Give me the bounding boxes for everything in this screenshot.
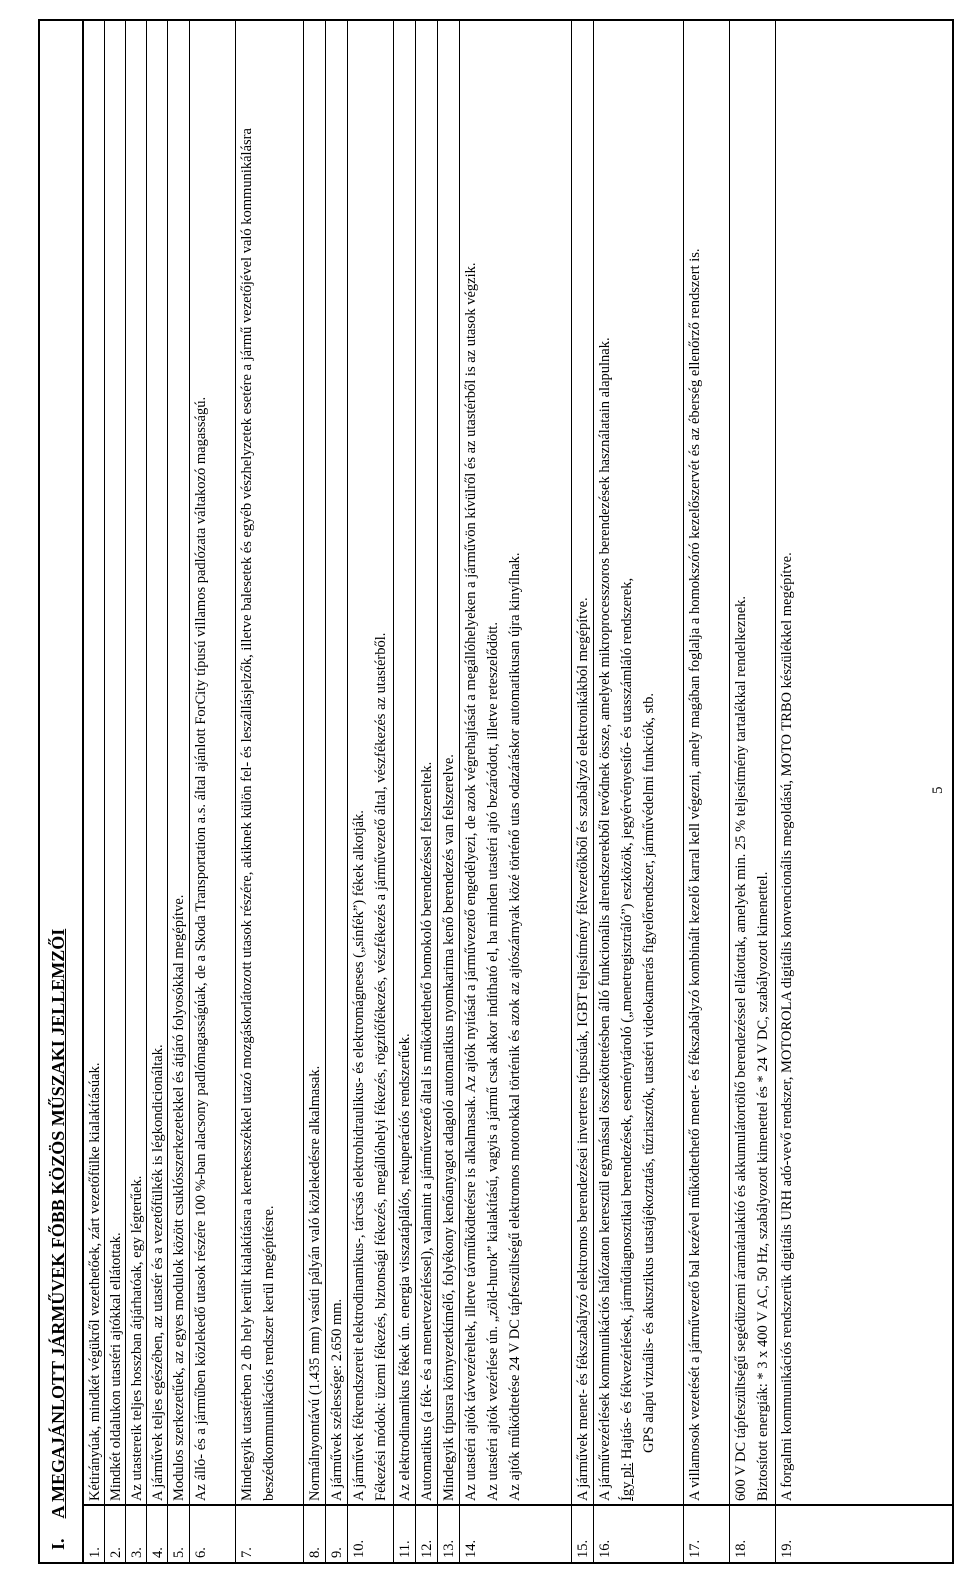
table-row [684, 21, 730, 1562]
row-text: A járművek teljes egészében, az utastér és a vezetőfülkék is légkondicionáltak. [150, 1044, 166, 1501]
table-row [394, 21, 416, 1562]
row-text: Mindegyik utastérben 2 db hely került kialakításra a kerekesszékkel utazó mozgáskorlátozott utasok részére, akiknek külön fel- és leszállásjelzők, illetve balesetek és egyéb vészhelyzetek esetére a jármű vezetőjével való kommunikálásra beszédkommunikációs rendszer kerül megépítésre. [239, 128, 277, 1501]
table-row [438, 21, 460, 1562]
table-row [460, 21, 572, 1562]
row-number: 6. [193, 1547, 209, 1558]
row-text-2: Biztosított energiák: * 3 x 400 V AC, 50 Hz, szabályozott kimenettel és * 24 V DC, szabályozott kimenettel. [755, 871, 771, 1501]
table-row [326, 21, 348, 1562]
table-row [236, 21, 304, 1562]
row-text: A forgalmi kommunikációs rendszerük digitális URH adó-vevő rendszer, MOTOROLA digitális konvencionális megoldású, MOTO TRBO készülékkel megépítve. [779, 552, 795, 1501]
row-text: A járművek szélessége: 2.650 mm. [329, 1298, 345, 1501]
row-number: 11. [397, 1540, 413, 1558]
row-text: Normálnyomtávú (1.435 mm) vasúti pályán való közlekedésre alkalmasak. [307, 1065, 323, 1501]
row-text: Az elektrodinamikus fékek ún. energia visszatáplálós, rekuperációs rendszerűek. [397, 1033, 413, 1501]
row-text: A villamosok vezetését a járművezető bal kezével működtethető menet- és fékszabályzó kombinált kezelő karral kell végezni, amely magában foglalja a homokszóró kezelőszervét és az éberség ellenőrző rendszert is. [687, 248, 703, 1501]
row-text: Mindegyik típusra környezetkímélő, folyékony kenőanyagot adagoló automatikus nyomkarima kenő berendezés van felszerelve. [441, 754, 457, 1501]
row-text: Az utastereik teljes hosszban átjárhatóak, egy légterűek. [129, 1175, 145, 1501]
row-text: 600 V DC tápfeszültségű segédüzemi áramátalakító és akkumulátortöltő berendezéssel ellátottak, amelyek min. 25 % teljesítmény tartalékkal rendelkeznek. [733, 595, 749, 1501]
row-text-2: Hajtás- és fékvezérlések, járműdiagnosztikai berendezések, eseménytároló („menetregisztráló”) eszközök, jegyérvényesítő- és utasszámláló rendszerek, [619, 577, 635, 1460]
table-row [147, 21, 168, 1562]
section-number: I. [48, 1538, 68, 1550]
row-text: Az álló- és a járműben közlekedő utasok részére 100 %-ban alacsony padlómagasságúak, de a Skoda Transportation a.s. által ajánlott ForCity típusú villamos padlózata váltakozó magasságú. [193, 396, 209, 1501]
table-row [572, 21, 594, 1562]
table-row [105, 21, 126, 1562]
row-text: Az utastéri ajtók távvezéreltek, illetve távműködtetésre is alkalmasak. Az ajtók nyitását a járművezető engedélyezi, de azok végrehajtását a megállóhelyeken a járművön kívülről és az utastérből is az utasok végzik. [463, 262, 479, 1501]
row-content [460, 21, 526, 1506]
row-number: 8. [307, 1547, 323, 1558]
row-number: 3. [129, 1547, 145, 1558]
row-text: Modulos szerkezetűek, az egyes modulok között csuklósszerkezetekkel és átjáró folyosókkal megépítve. [171, 894, 187, 1501]
table-row [84, 21, 105, 1562]
spec-rows [84, 21, 822, 1562]
row-content [594, 21, 660, 1506]
row-text: Mindkét oldalukon utastéri ajtókkal ellátottak. [108, 1232, 124, 1501]
row-number: 19. [779, 1539, 795, 1558]
row-text: Automatikus (a fék- és a menetvezérléssel), valamint a járművezető által is működtethető homokoló berendezéssel felszereltek. [419, 761, 435, 1501]
row-number: 1. [87, 1547, 103, 1558]
table-row [304, 21, 326, 1562]
row-number: 12. [419, 1539, 435, 1558]
row-number: 14. [463, 1539, 479, 1558]
table-row [594, 21, 684, 1562]
row-text: Kétirányúak, mindkét végükről vezethetőek, zárt vezetőfülke kialakításúak. [87, 1062, 103, 1501]
row-number: 2. [108, 1547, 124, 1558]
table-row [416, 21, 438, 1562]
row-text-3: GPS alapú vizuális- és akusztikus utastájékoztatás, tűzriasztók, utastéri videokamerás figyelőrendszer, járművédelmi funkciók, stb. [641, 692, 657, 1453]
row-number: 10. [351, 1539, 367, 1558]
row-number: 18. [733, 1539, 749, 1558]
row-number: 16. [597, 1539, 613, 1558]
row-content [730, 21, 774, 1506]
row-number: 13. [441, 1539, 457, 1558]
table-row [730, 21, 776, 1562]
example-label: Így pl: [619, 1462, 635, 1501]
row-text: A járművek menet- és fékszabályzó elektromos berendezései inverteres típusúak, IGBT teljesítmény félvezetőkből és szabályzó elektronikákból megépítve. [575, 597, 591, 1501]
table-row [776, 21, 822, 1562]
row-example [616, 27, 638, 1501]
row-text: A járművek fékrendszereit elektrodinamikus-, tárcsás elektrohidraulikus- és elektromágneses („sínfék”) fékek alkotják. [351, 810, 367, 1501]
row-number: 15. [575, 1539, 591, 1558]
row-text: A járművezérlések kommunikációs hálózaton keresztül egymással összeköttetésben álló funkcionális alrendszerekből tevődnek össze, amelyek mikroprocesszoros berendezések használatain alapulnak. [597, 337, 613, 1501]
table-row [190, 21, 236, 1562]
row-number: 17. [687, 1539, 703, 1558]
row-number: 4. [150, 1547, 166, 1558]
table-row [348, 21, 394, 1562]
section-title: A MEGAJÁNLOTT JÁRMŰVEK FŐBB KÖZÖS MŰSZAKI JELLEMZŐI [48, 928, 68, 1519]
table-row [168, 21, 190, 1562]
row-text-2: Fékezési módok: üzemi fékezés, biztonsági fékezés, megállóhelyi fékezés, rögzítőfékezés, vészfékezés a járművezető által, vészfékezés az utastérből. [373, 632, 389, 1501]
page-number: 5 [930, 786, 946, 794]
row-content [348, 21, 392, 1506]
table-row [126, 21, 147, 1562]
section-header [48, 929, 69, 1550]
row-number: 7. [239, 1547, 255, 1558]
spec-table [38, 19, 954, 1564]
row-number: 5. [171, 1547, 187, 1558]
row-text-3: Az ajtók működtetése 24 V DC tápfeszültségű elektromos motorokkal történik és azok az ajtószárnyak közé történő utas odazáráskor automatikusan újra kinyílnak. [507, 552, 523, 1501]
row-number: 9. [329, 1547, 345, 1558]
row-text-2: Az utastéri ajtók vezérlése ún. „zöld-hurok” kialakítású, vagyis a jármű csak akkor indítható el, ha minden utastéri ajtó bezáródott, illetve reteszelődött. [485, 622, 501, 1501]
